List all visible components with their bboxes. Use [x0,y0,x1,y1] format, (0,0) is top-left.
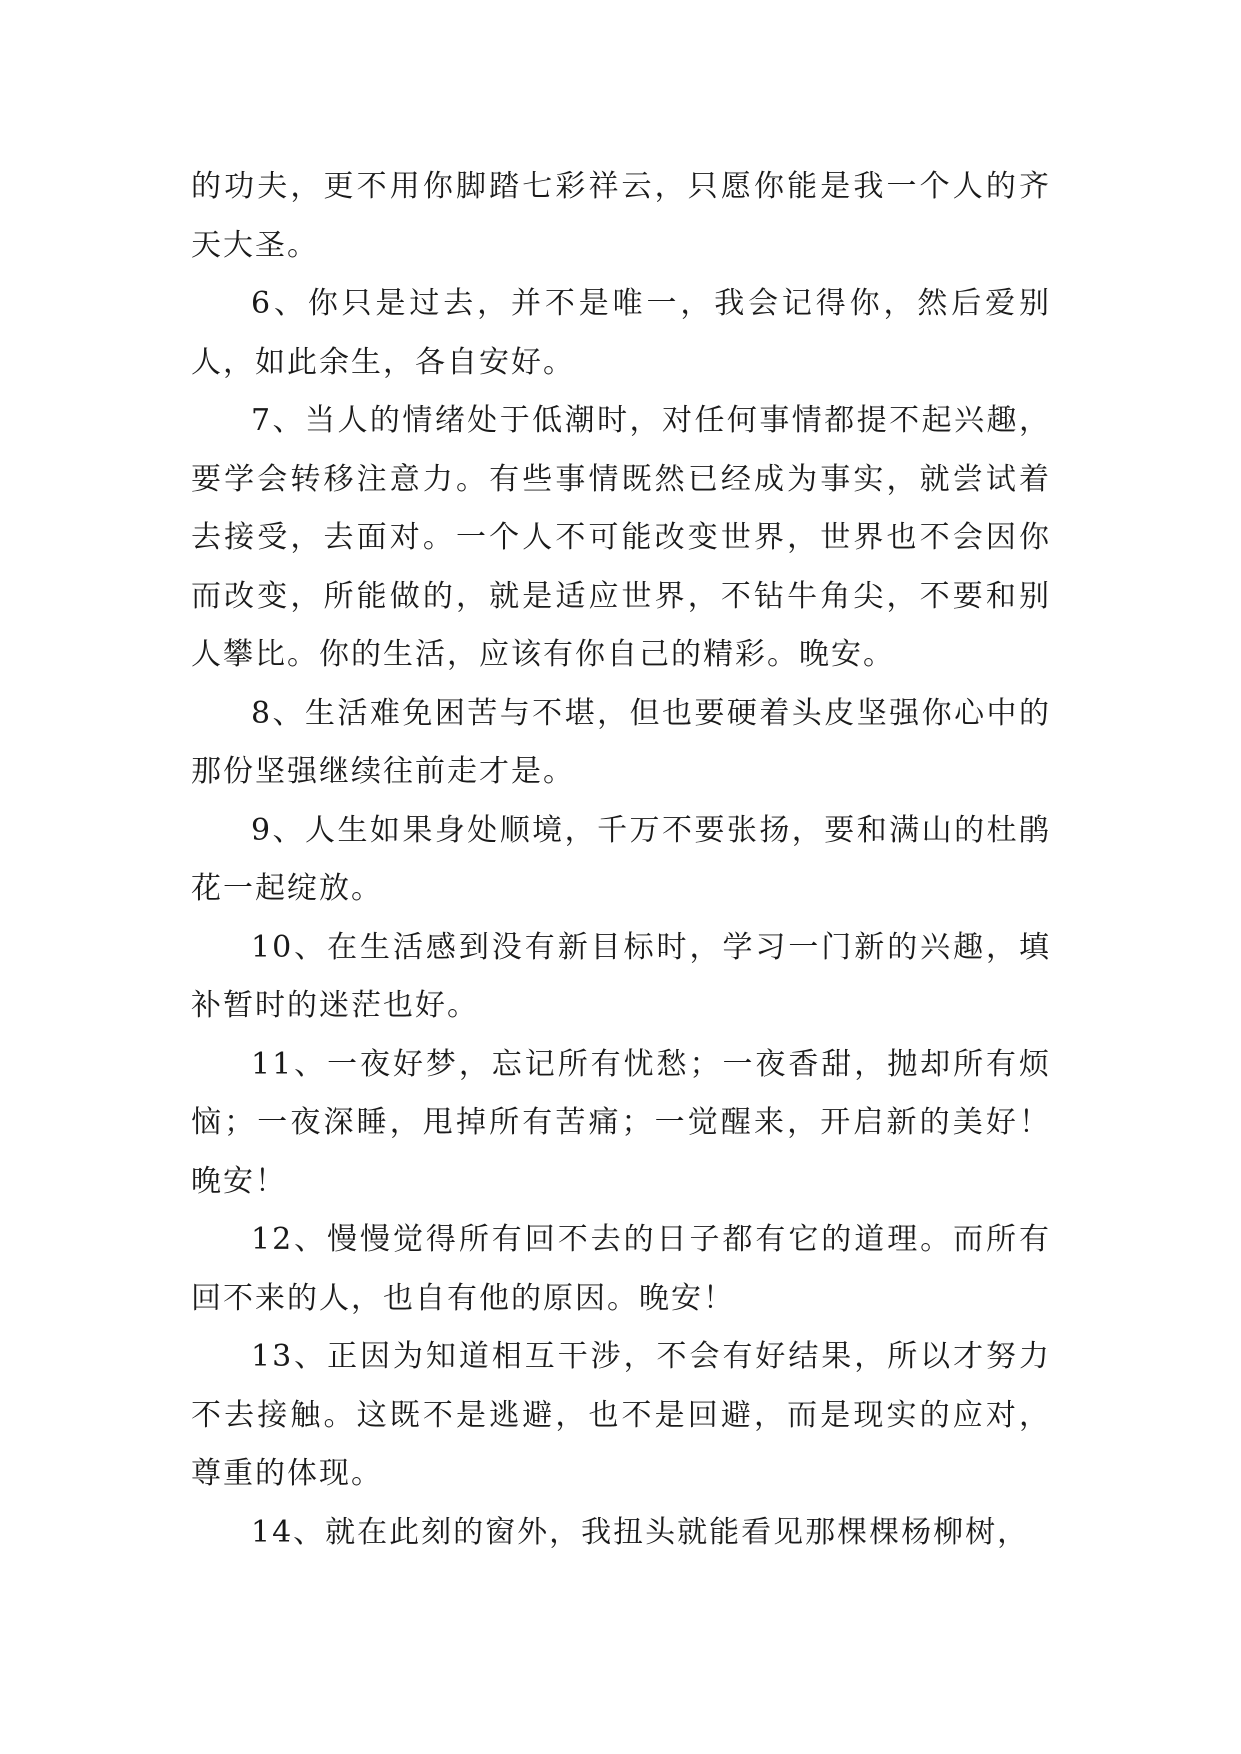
document-body [191,158,1051,1562]
paragraph-item-12: 12、慢慢觉得所有回不去的日子都有它的道理。而所有回不来的人，也自有他的原因。晚安！ [191,1222,1051,1316]
paragraph-item-13: 13、正因为知道相互干涉，不会有好结果，所以才努力不去接触。这既不是逃避，也不是回避，而是现实的应对，尊重的体现。 [191,1339,1051,1491]
paragraph-continuation: 的功夫，更不用你脚踏七彩祥云，只愿你能是我一个人的齐天大圣。 [191,169,1051,263]
paragraph-item-14: 14、就在此刻的窗外，我扭头就能看见那棵棵杨柳树， [251,1514,1030,1550]
paragraph-item-10: 10、在生活感到没有新目标时，学习一门新的兴趣，填补暂时的迷茫也好。 [191,929,1051,1023]
paragraph-item-9: 9、人生如果身处顺境，千万不要张扬，要和满山的杜鹃花一起绽放。 [191,812,1051,906]
paragraph-item-11: 11、一夜好梦，忘记所有忧愁；一夜香甜，抛却所有烦恼；一夜深睡，甩掉所有苦痛；一觉醒来，开启新的美好！晚安！ [191,1046,1051,1199]
paragraph-item-8: 8、生活难免困苦与不堪，但也要硬着头皮坚强你心中的那份坚强继续往前走才是。 [191,695,1051,789]
paragraph-item-7: 7、当人的情绪处于低潮时，对任何事情都提不起兴趣，要学会转移注意力。有些事情既然已经成为事实，就尝试着去接受，去面对。一个人不可能改变世界，世界也不会因你而改变，所能做的，就是适应世界，不钻牛角尖，不要和别人攀比。你的生活，应该有你自己的精彩。晚安。 [191,403,1051,672]
paragraph-item-6: 6、你只是过去，并不是唯一，我会记得你，然后爱别人，如此余生，各自安好。 [191,286,1051,380]
